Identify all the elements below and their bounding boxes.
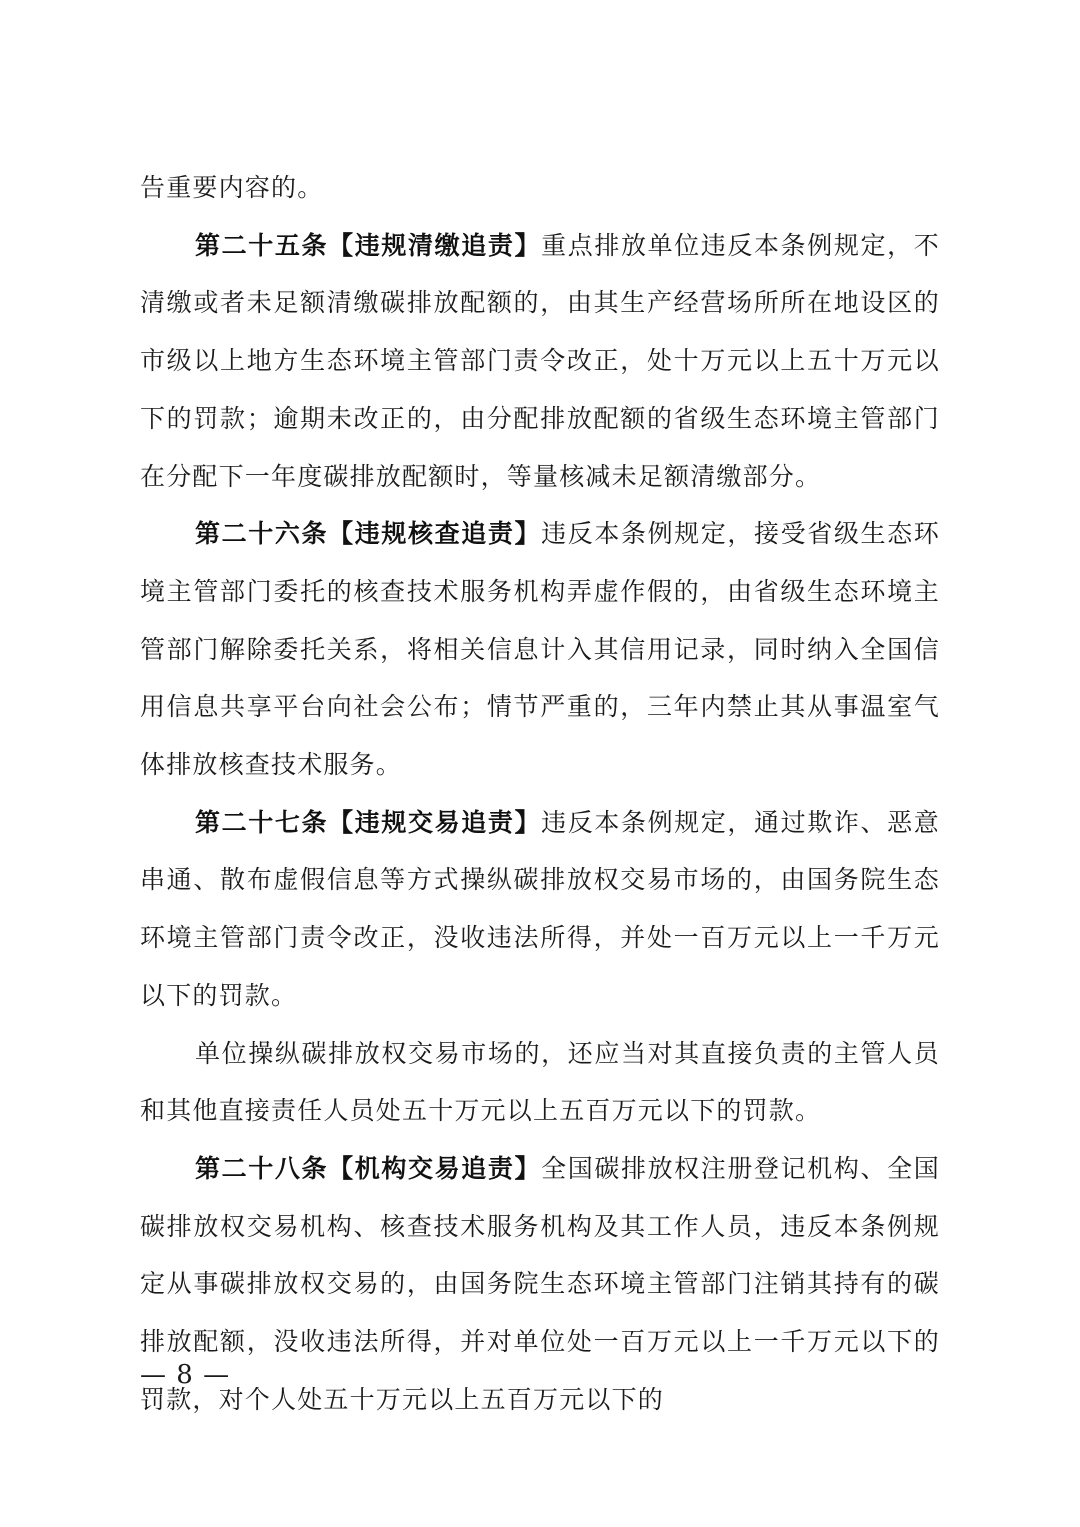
article-28: [140, 1140, 940, 1429]
article-text: 违反本条例规定，接受省级生态环境主管部门委托的核查技术服务机构弄虚作假的，由省级生态环境主管部门解除委托关系，将相关信息计入其信用记录，同时纳入全国信用信息共享平台向社会公布；情节严重的，三年内禁止其从事温室气体排放核查技术服务。: [140, 519, 940, 780]
article-26: [140, 505, 940, 794]
article-heading: 第二十五条【违规清缴追责】: [195, 230, 542, 260]
paragraph-continuation: [140, 159, 940, 217]
article-27-clause-2: [140, 1025, 940, 1140]
article-text: 违反本条例规定，通过欺诈、恶意串通、散布虚假信息等方式操纵碳排放权交易市场的，由国务院生态环境主管部门责令改正，没收违法所得，并处一百万元以上一千万元以下的罚款。: [140, 807, 940, 1010]
paragraph-text: 告重要内容的。: [140, 173, 324, 202]
article-heading: 第二十六条【违规核查追责】: [195, 519, 542, 549]
article-heading: 第二十八条【机构交易追责】: [195, 1153, 542, 1183]
document-body: [140, 159, 940, 1428]
paragraph-text: 单位操纵碳排放权交易市场的，还应当对其直接负责的主管人员和其他直接责任人员处五十万元以上五百万元以下的罚款。: [140, 1038, 940, 1126]
article-heading: 第二十七条【违规交易追责】: [195, 807, 542, 837]
article-text: 全国碳排放权注册登记机构、全国碳排放权交易机构、核查技术服务机构及其工作人员，违反本条例规定从事碳排放权交易的，由国务院生态环境主管部门注销其持有的碳排放配额，没收违法所得，并对单位处一百万元以上一千万元以下的罚款，对个人处五十万元以上五百万元以下的: [140, 1153, 940, 1414]
page-number: — 8 —: [140, 1360, 231, 1390]
article-25: [140, 217, 940, 506]
article-text: 重点排放单位违反本条例规定，不清缴或者未足额清缴碳排放配额的，由其生产经营场所所在地设区的市级以上地方生态环境主管部门责令改正，处十万元以上五十万元以下的罚款；逾期未改正的，由分配排放配额的省级生态环境主管部门在分配下一年度碳排放配额时，等量核减未足额清缴部分。: [140, 230, 940, 491]
article-27: [140, 794, 940, 1025]
